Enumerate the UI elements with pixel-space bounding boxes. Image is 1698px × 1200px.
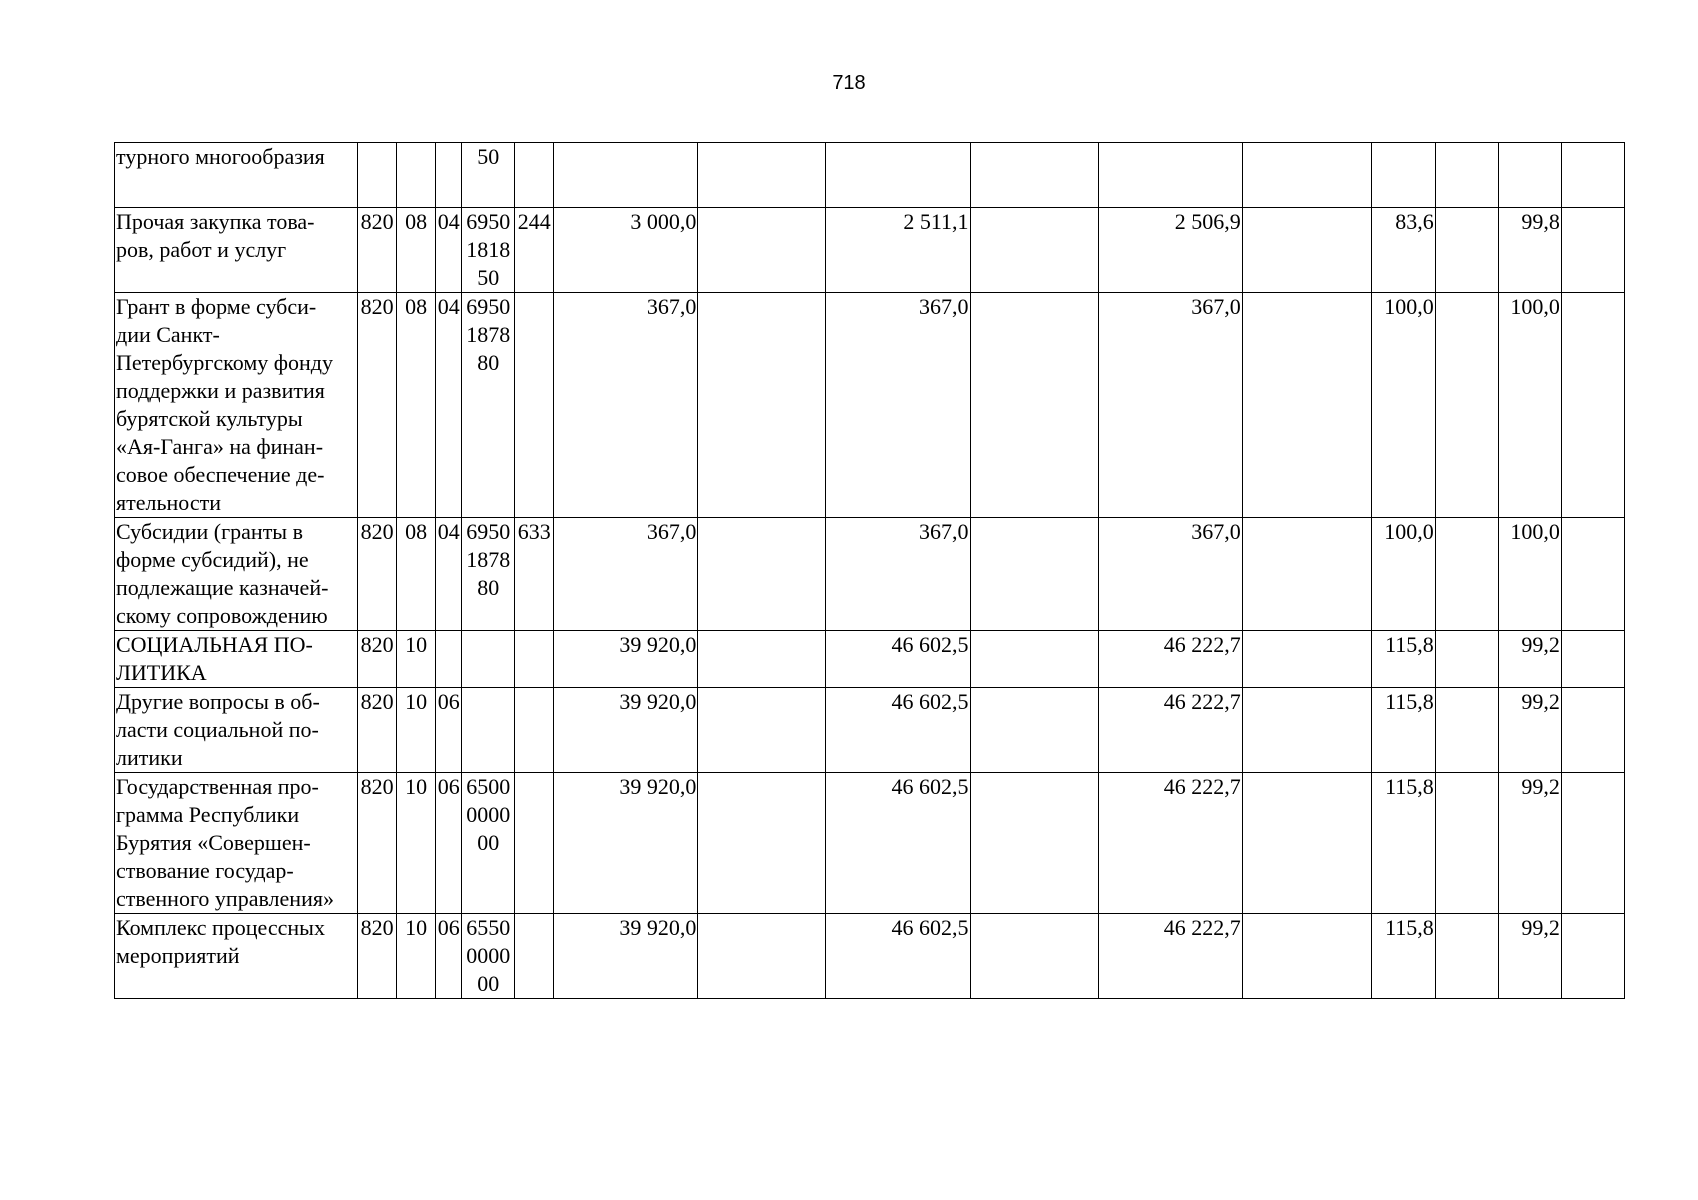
empty-cell [1435,631,1498,688]
approved-amount: 3 000,0 [554,208,698,293]
percent-of-approved [1371,143,1435,208]
executed-amount: 46 222,7 [1098,631,1242,688]
percent-of-refined [1498,143,1561,208]
empty-cell [1435,688,1498,773]
empty-cell [970,914,1098,999]
percent-of-approved: 115,8 [1371,773,1435,914]
percent-of-approved: 115,8 [1371,688,1435,773]
empty-cell [698,143,826,208]
section-code [397,143,436,208]
empty-cell [1561,293,1624,518]
expense-type-code: 633 [515,518,554,631]
empty-cell [1561,688,1624,773]
empty-cell [1435,208,1498,293]
executed-amount: 367,0 [1098,293,1242,518]
empty-cell [970,631,1098,688]
percent-of-refined: 99,2 [1498,773,1561,914]
empty-cell [1242,143,1371,208]
empty-cell [1435,143,1498,208]
empty-cell [698,688,826,773]
empty-cell [1561,914,1624,999]
empty-cell [1242,631,1371,688]
percent-of-approved: 83,6 [1371,208,1435,293]
row-name: турного многообразия [115,143,358,208]
ved-code: 820 [358,293,397,518]
subsection-code [436,631,462,688]
expense-type-code [515,914,554,999]
subsection-code: 06 [436,773,462,914]
executed-amount: 46 222,7 [1098,688,1242,773]
percent-of-approved: 100,0 [1371,293,1435,518]
empty-cell [698,631,826,688]
row-name: Комплекс процессных мероприятий [115,914,358,999]
ved-code [358,143,397,208]
empty-cell [698,208,826,293]
empty-cell [970,208,1098,293]
empty-cell [698,914,826,999]
ved-code: 820 [358,631,397,688]
target-article-code [462,631,515,688]
row-name: Государственная про- грамма Республики Бурятия «Совершен- ствование государ- ственного управления» [115,773,358,914]
subsection-code: 04 [436,208,462,293]
approved-amount: 39 920,0 [554,773,698,914]
subsection-code [436,143,462,208]
percent-of-refined: 99,2 [1498,631,1561,688]
refined-amount: 46 602,5 [826,773,970,914]
refined-amount: 367,0 [826,293,970,518]
target-article-code: 6950 1818 50 [462,208,515,293]
row-name: СОЦИАЛЬНАЯ ПО- ЛИТИКА [115,631,358,688]
section-code: 10 [397,631,436,688]
executed-amount: 2 506,9 [1098,208,1242,293]
empty-cell [1435,518,1498,631]
subsection-code: 06 [436,914,462,999]
empty-cell [1435,773,1498,914]
empty-cell [1242,208,1371,293]
expense-type-code: 244 [515,208,554,293]
approved-amount: 367,0 [554,293,698,518]
table-row [115,914,1625,999]
refined-amount: 46 602,5 [826,914,970,999]
subsection-code: 04 [436,518,462,631]
empty-cell [1242,293,1371,518]
empty-cell [1435,914,1498,999]
ved-code: 820 [358,914,397,999]
table-row [115,631,1625,688]
table-row [115,773,1625,914]
ved-code: 820 [358,518,397,631]
percent-of-refined: 100,0 [1498,293,1561,518]
percent-of-refined: 99,2 [1498,688,1561,773]
refined-amount [826,143,970,208]
empty-cell [698,293,826,518]
page-number: 718 [832,72,866,94]
percent-of-refined: 99,8 [1498,208,1561,293]
executed-amount: 46 222,7 [1098,914,1242,999]
executed-amount: 367,0 [1098,518,1242,631]
section-code: 08 [397,293,436,518]
empty-cell [1242,773,1371,914]
empty-cell [698,518,826,631]
approved-amount: 39 920,0 [554,688,698,773]
ved-code: 820 [358,773,397,914]
target-article-code: 6550 0000 00 [462,914,515,999]
approved-amount: 367,0 [554,518,698,631]
empty-cell [1561,773,1624,914]
percent-of-approved: 100,0 [1371,518,1435,631]
ved-code: 820 [358,208,397,293]
empty-cell [1561,631,1624,688]
refined-amount: 46 602,5 [826,631,970,688]
approved-amount: 39 920,0 [554,914,698,999]
empty-cell [1435,293,1498,518]
percent-of-approved: 115,8 [1371,914,1435,999]
empty-cell [1242,688,1371,773]
percent-of-approved: 115,8 [1371,631,1435,688]
empty-cell [1561,518,1624,631]
target-article-code [462,688,515,773]
expense-type-code [515,688,554,773]
approved-amount: 39 920,0 [554,631,698,688]
refined-amount: 46 602,5 [826,688,970,773]
empty-cell [1242,518,1371,631]
ved-code: 820 [358,688,397,773]
table-row [115,518,1625,631]
empty-cell [970,518,1098,631]
expense-type-code [515,631,554,688]
table-row [115,208,1625,293]
budget-table [114,142,1625,999]
section-code: 10 [397,914,436,999]
percent-of-refined: 100,0 [1498,518,1561,631]
section-code: 08 [397,208,436,293]
target-article-code: 6950 1878 80 [462,518,515,631]
row-name: Субсидии (гранты в форме субсидий), не подлежащие казначей- скому сопровождению [115,518,358,631]
table-row [115,688,1625,773]
target-article-code: 50 [462,143,515,208]
executed-amount: 46 222,7 [1098,773,1242,914]
expense-type-code [515,773,554,914]
expense-type-code [515,293,554,518]
table-row [115,293,1625,518]
row-name: Другие вопросы в об- ласти социальной по- литики [115,688,358,773]
expense-type-code [515,143,554,208]
subsection-code: 04 [436,293,462,518]
target-article-code: 6950 1878 80 [462,293,515,518]
target-article-code: 6500 0000 00 [462,773,515,914]
percent-of-refined: 99,2 [1498,914,1561,999]
approved-amount [554,143,698,208]
empty-cell [970,293,1098,518]
empty-cell [1242,914,1371,999]
subsection-code: 06 [436,688,462,773]
empty-cell [1561,208,1624,293]
empty-cell [970,143,1098,208]
section-code: 08 [397,518,436,631]
section-code: 10 [397,688,436,773]
executed-amount [1098,143,1242,208]
row-name: Прочая закупка това- ров, работ и услуг [115,208,358,293]
empty-cell [698,773,826,914]
table-row [115,143,1625,208]
section-code: 10 [397,773,436,914]
row-name: Грант в форме субси- дии Санкт- Петербургскому фонду поддержки и развития бурятской культуры «Ая-Ганга» на финан- совое обеспечение де- ятельности [115,293,358,518]
refined-amount: 367,0 [826,518,970,631]
empty-cell [970,688,1098,773]
empty-cell [1561,143,1624,208]
refined-amount: 2 511,1 [826,208,970,293]
empty-cell [970,773,1098,914]
